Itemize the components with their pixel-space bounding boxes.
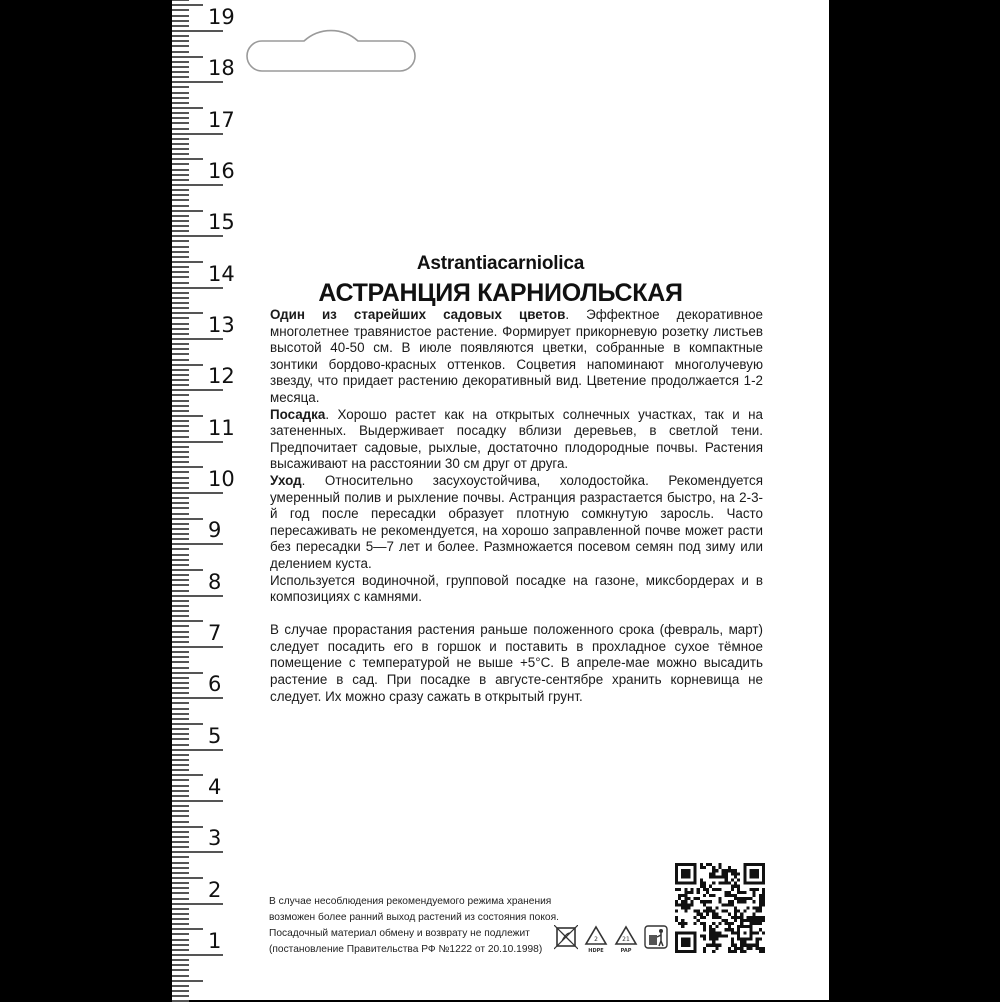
ruler-tick (172, 359, 189, 361)
care-heading: Уход (270, 472, 302, 488)
ruler-tick (172, 133, 223, 135)
ruler-tick (172, 477, 189, 479)
ruler-tick (172, 210, 203, 212)
ruler-tick (172, 846, 189, 848)
seed-packet-card (172, 0, 829, 1000)
ruler-tick (172, 487, 189, 489)
ruler-tick (172, 826, 203, 828)
usage-paragraph: Используется водиночной, групповой посадке на газоне, миксбордерах и в композициях с камнями. (270, 572, 763, 605)
ruler-label: 10 (208, 467, 235, 491)
ruler-tick (172, 738, 189, 740)
ruler-tick (172, 333, 189, 335)
ruler-tick (172, 456, 189, 458)
ruler-tick (172, 174, 189, 176)
ruler-tick (172, 122, 189, 124)
ruler-tick (172, 153, 189, 155)
ruler-label: 9 (208, 518, 222, 543)
ruler-tick (172, 143, 189, 145)
ruler-tick (172, 877, 203, 879)
ruler-tick (172, 169, 189, 171)
ruler-tick (172, 985, 189, 987)
ruler-tick (172, 620, 203, 622)
ruler-tick (172, 744, 189, 746)
ruler-tick (172, 615, 189, 617)
ruler-tick (172, 81, 223, 83)
ruler-tick (172, 631, 189, 633)
ruler-label: 12 (208, 364, 235, 389)
ruler-tick (172, 492, 223, 494)
ruler-tick (172, 225, 189, 227)
ruler-tick (172, 677, 189, 679)
ruler-tick (172, 184, 223, 186)
ruler-tick (172, 425, 189, 427)
ruler-tick (172, 964, 189, 966)
intro-paragraph: Один из старейших садовых цветов. Эффектное декоративное многолетнее травянистое растение. Формирует прикорневую розетку листьев высотой 40-50 см. В июле появляются цветки, собранные в компактные зонтики бордово-красных оттенков. Соцветия напоминают многолучевую звезду, что придает растению декоративный вид. Цветение продолжается 1-2 месяца. (270, 307, 763, 405)
early-sprout-paragraph: В случае прорастания растения раньше положенного срока (февраль, март) следует посадить его в горшок и поставить в прохладное сухое тёмное помещение с температурой не выше +5°С. В апреле-мае можно высадить растение в сад. При посадке в августе-сентябре хранить корневища не следует. Их можно сразу сажать в открытый грунт. (270, 622, 763, 704)
qr-code[interactable] (675, 863, 765, 953)
ruler-tick (172, 394, 189, 396)
ruler-label: 17 (208, 107, 235, 132)
ruler-tick (172, 246, 189, 248)
ruler-tick (172, 148, 189, 150)
intro-heading: Один из старейших садовых цветов (270, 307, 566, 322)
ruler-tick (172, 923, 189, 925)
ruler-tick (172, 579, 189, 581)
ruler-tick (172, 61, 189, 63)
ruler-label: 2 (208, 877, 222, 902)
ruler-tick (172, 461, 189, 463)
ruler-tick (172, 543, 223, 545)
hanger-hole-icon (210, 0, 450, 80)
ruler-tick (172, 20, 189, 22)
ruler-tick (172, 235, 223, 237)
ruler-tick (172, 379, 189, 381)
ruler-label: 16 (208, 159, 235, 183)
ruler-tick (172, 898, 189, 900)
ruler-tick (172, 205, 189, 207)
ruler-tick (172, 954, 223, 956)
ruler-label: 8 (208, 569, 222, 594)
ruler-tick (172, 507, 189, 509)
ruler-tick (172, 672, 203, 674)
ruler-tick (172, 513, 189, 515)
ruler-tick (172, 969, 189, 971)
ruler-tick (172, 548, 189, 550)
ruler-tick (172, 471, 189, 473)
ruler-tick (172, 482, 189, 484)
ruler-tick (172, 194, 189, 196)
ruler-tick (172, 466, 203, 468)
ruler-tick (172, 862, 189, 864)
ruler-label: 6 (208, 672, 222, 697)
ruler-tick (172, 446, 189, 448)
ruler-tick (172, 348, 189, 350)
ruler-tick (172, 584, 189, 586)
product-title: АСТРАНЦИЯ КАРНИОЛЬСКАЯ (318, 279, 683, 307)
ruler-label: 4 (208, 775, 222, 799)
ruler-tick (172, 374, 189, 376)
ruler-tick (172, 117, 189, 119)
ruler-tick (172, 0, 189, 1)
ruler-tick (172, 554, 189, 556)
ruler-tick (172, 656, 189, 658)
ruler-tick (172, 215, 189, 217)
ruler-tick (172, 9, 189, 11)
ruler-tick (172, 364, 203, 366)
ruler-tick (172, 610, 189, 612)
ruler-tick (172, 605, 189, 607)
ruler-label: 18 (208, 56, 235, 81)
ruler-tick (172, 646, 223, 648)
recycle-hdpe-icon (584, 925, 608, 955)
ruler-tick (172, 71, 189, 73)
ruler-tick (172, 867, 189, 869)
ruler-tick (172, 805, 189, 807)
ruler-tick (172, 528, 189, 530)
packaging-icons (554, 925, 668, 955)
ruler-label: 13 (208, 313, 235, 337)
ruler-tick (172, 220, 189, 222)
ruler-tick (172, 749, 223, 751)
ruler-tick (172, 836, 189, 838)
ruler-tick (172, 97, 189, 99)
ruler-tick (172, 882, 189, 884)
ruler-tick (172, 595, 223, 597)
ruler-tick (172, 856, 189, 858)
ruler-tick (172, 384, 189, 386)
ruler-tick (172, 400, 189, 402)
ruler-tick (172, 975, 189, 977)
ruler-tick (172, 92, 189, 94)
ruler-tick (172, 66, 189, 68)
ruler-tick (172, 138, 189, 140)
ruler-tick (172, 564, 189, 566)
ruler-tick (172, 441, 223, 443)
ruler-tick (172, 851, 223, 853)
ruler-tick (172, 436, 189, 438)
ruler-tick (172, 928, 203, 930)
care-paragraph: Уход. Относительно засухоустойчива, холодостойка. Рекомендуется умеренный полив и рыхление почвы. Астранция разрастается быстро, на 2-3-й год после пересадки образует плотную сомкнутую заросль. Часто пересаживать не рекомендуется, на хорошо заправленной почве может расти без пересадки 5—7 лет и более. Размножается посевом семян под зиму или делением куста. (270, 472, 763, 571)
ruler-tick (172, 343, 189, 345)
ruler-label: 19 (208, 5, 235, 29)
ruler-tick (172, 163, 189, 165)
ruler-tick (172, 312, 203, 314)
ruler-label: 15 (208, 210, 235, 235)
ruler-tick (172, 790, 189, 792)
planting-heading: Посадка (270, 406, 326, 422)
ruler-tick (172, 86, 189, 88)
ruler-tick (172, 682, 189, 684)
ruler-tick (172, 51, 189, 53)
ruler-tick (172, 887, 189, 889)
ruler-tick (172, 949, 189, 951)
ruler-tick (172, 158, 203, 160)
tidyman-bin-icon (644, 925, 668, 955)
ruler-tick (172, 189, 189, 191)
ruler-tick (172, 76, 189, 78)
ruler-tick (172, 908, 189, 910)
ruler-tick (172, 831, 189, 833)
ruler-tick (172, 317, 189, 319)
ruler-tick (172, 199, 189, 201)
ruler-tick (172, 995, 189, 997)
ruler-tick (172, 102, 189, 104)
ruler-tick (172, 389, 223, 391)
ruler-tick (172, 523, 189, 525)
ruler-tick (172, 35, 189, 37)
recycle-pap-icon (614, 925, 638, 955)
ruler-tick (172, 959, 189, 961)
ruler-tick (172, 502, 189, 504)
ruler-tick (172, 687, 189, 689)
ruler-tick (172, 497, 189, 499)
ruler-tick (172, 569, 203, 571)
ruler-tick (172, 800, 223, 802)
ruler-tick (172, 405, 189, 407)
ruler-tick (172, 667, 189, 669)
latin-name: Astrantiacarniolica (416, 253, 585, 274)
ruler-tick (172, 574, 189, 576)
ruler-tick (172, 518, 203, 520)
ruler-tick (172, 939, 189, 941)
ruler-label: 7 (208, 621, 222, 645)
ruler-tick (172, 4, 203, 6)
ruler-tick (172, 112, 189, 114)
ruler-tick (172, 430, 189, 432)
ruler-tick (172, 918, 189, 920)
ruler-tick (172, 774, 203, 776)
ruler-tick (172, 590, 189, 592)
ruler-tick (172, 795, 189, 797)
storage-notice: В случае несоблюдения рекомендуемого режима хранения возможен более ранний выход растений из состояния покоя. Посадочный материал обмену и возврату не подлежит (постановление Правительства РФ №1222 от 20.10.1998) (269, 896, 559, 955)
ruler-label: 5 (208, 723, 222, 748)
ruler-tick (172, 25, 189, 27)
ruler-tick (172, 651, 189, 653)
ruler-tick (172, 815, 189, 817)
svg-text:2: 2 (594, 936, 598, 943)
ruler-label: 11 (208, 415, 235, 440)
ruler-tick (172, 754, 189, 756)
measurement-ruler (172, 0, 252, 1000)
ruler-tick (172, 538, 189, 540)
ruler-tick (172, 636, 189, 638)
ruler-tick (172, 764, 189, 766)
ruler-tick (172, 415, 203, 417)
ruler-tick (172, 559, 189, 561)
svg-text:PAP: PAP (620, 948, 632, 954)
ruler-tick (172, 723, 203, 725)
ruler-tick (172, 230, 189, 232)
ruler-tick (172, 708, 189, 710)
ruler-tick (172, 718, 189, 720)
ruler-tick (172, 240, 189, 242)
ruler-tick (172, 913, 189, 915)
ruler-tick (172, 872, 189, 874)
ruler-tick (172, 353, 189, 355)
ruler-tick (172, 625, 189, 627)
ruler-tick (172, 641, 189, 643)
ruler-tick (172, 769, 189, 771)
ruler-tick (172, 533, 189, 535)
ruler-tick (172, 338, 223, 340)
ruler-tick (172, 810, 189, 812)
ruler-tick (172, 702, 189, 704)
ruler-tick (172, 420, 189, 422)
ruler-tick (172, 697, 223, 699)
ruler-label: 1 (208, 929, 222, 953)
ruler-tick (172, 692, 189, 694)
svg-text:21: 21 (622, 936, 630, 943)
ruler-tick (172, 903, 223, 905)
no-food-contact-icon (554, 925, 578, 955)
ruler-tick (172, 410, 189, 412)
ruler-tick (172, 600, 189, 602)
ruler-tick (172, 821, 189, 823)
ruler-tick (172, 733, 189, 735)
ruler-tick (172, 661, 189, 663)
ruler-tick (172, 45, 189, 47)
ruler-tick (172, 107, 203, 109)
ruler-tick (172, 785, 189, 787)
ruler-tick (172, 892, 189, 894)
ruler-tick (172, 841, 189, 843)
ruler-tick (172, 779, 189, 781)
ruler-label: 14 (208, 261, 235, 286)
ruler-tick (172, 56, 203, 58)
ruler-tick (172, 728, 189, 730)
ruler-tick (172, 15, 189, 17)
ruler-tick (172, 980, 203, 982)
ruler-tick (172, 933, 189, 935)
ruler-label: 3 (208, 826, 222, 851)
ruler-tick (172, 323, 189, 325)
planting-paragraph: Посадка. Хорошо растет как на открытых солнечных участках, так и на затененных. Выдерживает посадку вблизи деревьев, в светлой тени. Предпочитает садовые, рыхлые, достаточно плодородные почвы. Растения высаживают на расстоянии 30 см друг от друга. (270, 406, 763, 472)
description-block (270, 307, 763, 705)
ruler-tick (172, 451, 189, 453)
ruler-tick (172, 128, 189, 130)
ruler-tick (172, 944, 189, 946)
ruler-tick (172, 40, 189, 42)
ruler-tick (172, 713, 189, 715)
ruler-tick (172, 759, 189, 761)
svg-text:HDPE: HDPE (588, 948, 604, 954)
ruler-tick (172, 328, 189, 330)
ruler-tick (172, 990, 189, 992)
ruler-tick (172, 369, 189, 371)
ruler-tick (172, 179, 189, 181)
